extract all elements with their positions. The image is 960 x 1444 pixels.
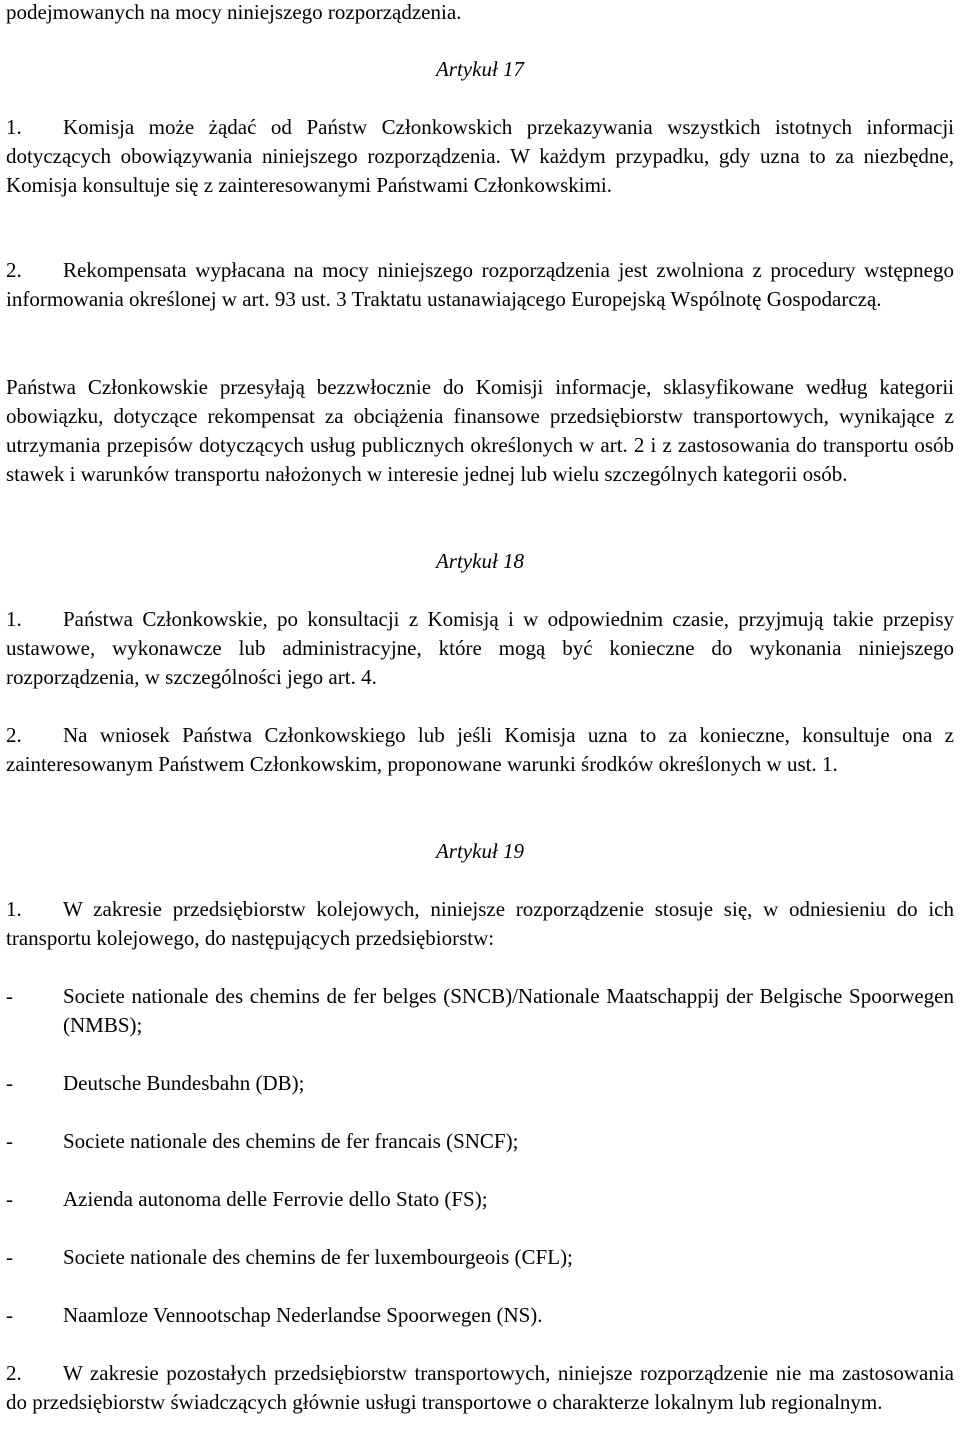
article-18-paragraph-2 (6, 721, 954, 779)
article-18-paragraph-1 (6, 605, 954, 692)
paragraph-text: Rekompensata wypłacana na mocy niniejszego rozporządzenia jest zwolniona z procedury wstępnego informowania określonej w art. 93 ust. 3 Traktatu ustanawiającego Europejską Wspólnotę Gospodarczą. (6, 258, 954, 311)
paragraph-number: 1. (6, 115, 22, 139)
lead-in-text: podejmowanych na mocy niniejszego rozporządzenia. (6, 0, 462, 24)
paragraph-text: W zakresie pozostałych przedsiębiorstw transportowych, niniejsze rozporządzenie nie ma zastosowania do przedsiębiorstw świadczących głównie usługi transportowe o charakterze lokalnym lub regionalnym. (6, 1361, 954, 1414)
list-item (6, 1069, 954, 1098)
paragraph-text: W zakresie przedsiębiorstw kolejowych, niniejsze rozporządzenie stosuje się, w odniesieniu do ich transportu kolejowego, do następujących przedsiębiorstw: (6, 897, 954, 950)
list-item-text: Deutsche Bundesbahn (DB); (63, 1071, 305, 1095)
list-item-text: Azienda autonoma delle Ferrovie dello Stato (FS); (63, 1187, 488, 1211)
list-item-text: Naamloze Vennootschap Nederlandse Spoorwegen (NS). (63, 1303, 543, 1327)
list-dash: - (6, 1303, 13, 1327)
article-19-paragraph-2 (6, 1359, 954, 1417)
list-item (6, 982, 954, 1040)
list-item (6, 1301, 954, 1330)
paragraph-number: 1. (6, 897, 22, 921)
paragraph-text: Komisja może żądać od Państw Członkowskich przekazywania wszystkich istotnych informacji dotyczących obowiązywania niniejszego rozporządzenia. W każdym przypadku, gdy uzna to za niezbędne, Komisja konsultuje się z zainteresowanymi Państwami Członkowskimi. (6, 115, 954, 197)
list-item (6, 1243, 954, 1272)
article-18-heading: Artykuł 18 (435, 549, 525, 573)
list-item-text: Societe nationale des chemins de fer belges (SNCB)/Nationale Maatschappij der Belgische Spoorwegen (NMBS); (63, 984, 954, 1037)
paragraph-number: 2. (6, 723, 22, 747)
list-dash: - (6, 1187, 13, 1211)
paragraph-number: 2. (6, 1361, 22, 1385)
list-item (6, 1185, 954, 1214)
list-dash: - (6, 1129, 13, 1153)
paragraph-number: 1. (6, 607, 22, 631)
list-dash: - (6, 1071, 13, 1095)
list-item (6, 1127, 954, 1156)
list-item-text: Societe nationale des chemins de fer luxembourgeois (CFL); (63, 1245, 573, 1269)
article-17-paragraph-3: Państwa Członkowskie przesyłają bezzwłocznie do Komisji informacje, sklasyfikowane według kategorii obowiązku, dotyczące rekompensat za obciążenia finansowe przedsiębiorstw transportowych, wynikające z utrzymania przepisów dotyczących usług publicznych określonych w art. 2 i z zastosowania do transportu osób stawek i warunków transportu nałożonych w interesie jednej lub wielu szczególnych kategorii osób. (6, 375, 954, 486)
paragraph-text: Na wniosek Państwa Członkowskiego lub jeśli Komisja uzna to za konieczne, konsultuje ona z zainteresowanym Państwem Członkowskim, proponowane warunki środków określonych w ust. 1. (6, 723, 954, 776)
paragraph-text: Państwa Członkowskie, po konsultacji z Komisją i w odpowiednim czasie, przyjmują takie przepisy ustawowe, wykonawcze lub administracyjne, które mogą być konieczne do wykonania niniejszego rozporządzenia, w szczególności jego art. 4. (6, 607, 954, 689)
article-17-heading: Artykuł 17 (435, 57, 525, 81)
article-19-paragraph-1 (6, 895, 954, 953)
list-dash: - (6, 984, 13, 1008)
article-19-heading: Artykuł 19 (435, 839, 525, 863)
paragraph-number: 2. (6, 258, 22, 282)
list-item-text: Societe nationale des chemins de fer francais (SNCF); (63, 1129, 519, 1153)
article-17-paragraph-2 (6, 256, 954, 314)
article-17-paragraph-1 (6, 113, 954, 200)
list-dash: - (6, 1245, 13, 1269)
